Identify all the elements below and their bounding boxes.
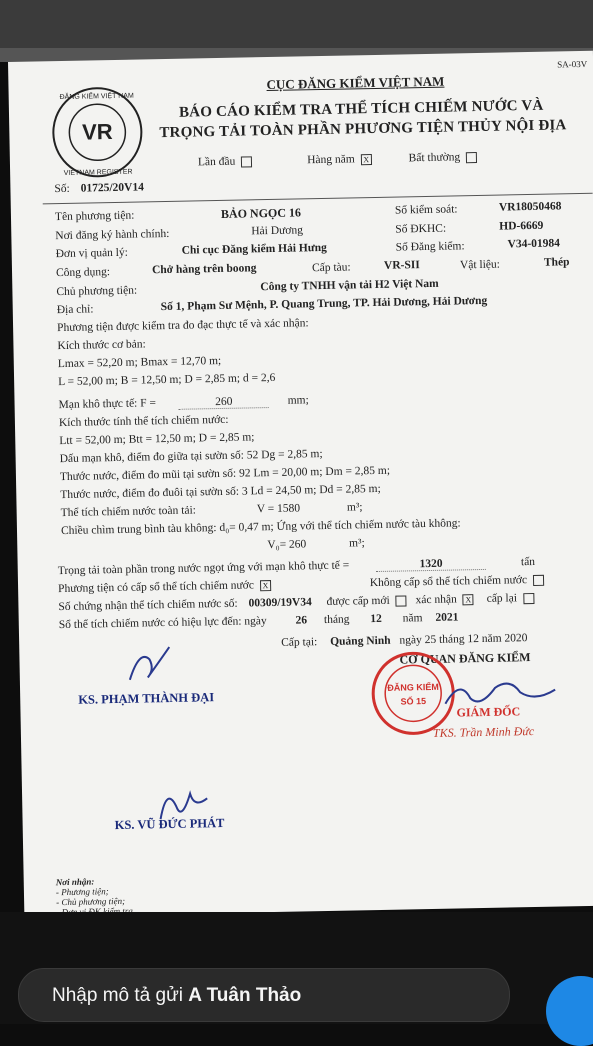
mean-draft-row: Chiều chìm trung bình tàu không: d₀= 0,47 m; Ứng với thể tích chiếm nước tàu không:: [60, 517, 461, 538]
freeboard-unit: mm;: [287, 394, 309, 407]
reg-place: Hải Dương: [251, 224, 304, 238]
material: Thép: [543, 256, 570, 269]
cert-row: [58, 592, 534, 613]
total-volume-label: Thể tích chiếm nước toàn tải:: [60, 504, 197, 520]
validity-row: [59, 611, 459, 631]
unusual-label: Bất thường: [408, 151, 461, 165]
dims-row-1: Lmax = 52,20 m; Bmax = 12,70 m;: [57, 354, 222, 371]
report-number: 01725/20V14: [80, 181, 145, 195]
mgmt-unit: Chi cục Đăng kiểm Hải Hưng: [181, 241, 327, 257]
light-volume-row: [267, 537, 365, 551]
mid-mark-row: Dấu mạn khô, điểm đo giữa tại sườn số: 52 Dg = 2,85 m;: [59, 448, 323, 466]
vessel-class: VR-SII: [383, 259, 420, 272]
deadweight-value: 1320: [376, 557, 486, 572]
light-volume-unit: m³;: [349, 537, 365, 550]
calc-dims-heading: Kích thước tính thể tích chiếm nước:: [58, 413, 229, 430]
validity-label: Sổ thể tích chiếm nước có hiệu lực đến: ngày: [58, 615, 267, 632]
first-label: Lần đầu: [197, 155, 236, 169]
director-title: GIÁM ĐỐC: [456, 704, 521, 720]
annual-checkbox: X: [361, 154, 372, 165]
cert-reissue-checkbox: [523, 593, 534, 604]
recipients-label: Nơi nhận:: [55, 876, 95, 888]
inspection-type-row: [198, 151, 477, 168]
freeboard-value: 260: [179, 395, 269, 410]
class-label: Cấp tàu:: [311, 261, 351, 275]
reg-no: V34-01984: [507, 237, 561, 251]
freeboard-label: Mạn khô thực tế: F =: [58, 397, 157, 412]
vessel-name: BẢO NGỌC 16: [220, 205, 302, 221]
svg-text:SỐ 15: SỐ 15: [400, 696, 427, 707]
recipient-name: A Tuân Thảo: [188, 985, 302, 1006]
recipients: [56, 876, 133, 917]
has-book-checkbox: X: [260, 580, 271, 591]
total-volume-unit: m³;: [346, 501, 363, 514]
svg-text:VR: VR: [81, 119, 113, 145]
purpose-label: Công dụng:: [55, 266, 111, 280]
reg-place-label: Nơi đăng ký hành chính:: [55, 227, 170, 243]
recipient-item: - Chủ phương tiện;: [56, 895, 126, 908]
material-label: Vật liệu:: [459, 258, 501, 272]
cert-confirm-label: xác nhận: [415, 593, 457, 607]
vietnam-register-logo: [46, 81, 148, 183]
authority-heading: CƠ QUAN ĐĂNG KIỂM: [399, 650, 531, 667]
issued-at-label: Cấp tại:: [281, 636, 318, 649]
owner: Công ty TNHH vận tải H2 Việt Nam: [260, 277, 439, 294]
has-book-label: Phương tiện có cấp sổ thể tích chiếm nước: [58, 579, 255, 596]
validity-year: 2021: [435, 611, 459, 624]
issued-row: [281, 632, 528, 649]
address: Số 1, Phạm Sư Mệnh, P. Quang Trung, TP. Hải Dương, Hải Dương: [160, 294, 488, 314]
dkhc-label: Số ĐKHC:: [395, 222, 447, 236]
no-book-checkbox: [533, 575, 544, 586]
inspector-1: KS. PHẠM THÀNH ĐẠI: [78, 690, 215, 707]
validity-year-label: năm: [402, 612, 423, 625]
inspector-2: KS. VŨ ĐỨC PHÁT: [114, 815, 225, 833]
signature-1: [119, 639, 180, 690]
validity-day: 26: [295, 614, 308, 627]
form-code: SA-03V: [557, 58, 588, 70]
cert-new-checkbox: [396, 595, 407, 606]
basic-dims-heading: Kích thước cơ bản:: [57, 338, 146, 353]
cert-label: Số chứng nhận thể tích chiếm nước số:: [58, 597, 238, 614]
reg-no-label: Số Đăng kiểm:: [395, 240, 465, 254]
calc-dims-row: Ltt = 52,00 m; Btt = 12,50 m; D = 2,85 m;: [59, 431, 255, 448]
recipient-item: - Phương tiện;: [55, 886, 109, 898]
issued-at: Quảng Ninh: [330, 634, 391, 648]
light-volume: V₀= 260: [267, 538, 307, 552]
fore-draft-row: Thước nước, điểm đo mũi tại sườn số: 92 Lm = 20,00 m; Dm = 2,85 m;: [59, 464, 391, 484]
address-label: Địa chỉ:: [56, 303, 94, 317]
report-number-row: [54, 181, 144, 195]
first-checkbox: [241, 156, 252, 167]
svg-text:ĐĂNG KIỂM VIỆT NAM: ĐĂNG KIỂM VIỆT NAM: [59, 92, 134, 102]
report-title-line1: BÁO CÁO KIỂM TRA THỂ TÍCH CHIẾM NƯỚC VÀ: [178, 97, 544, 121]
total-volume: V = 1580: [256, 502, 301, 516]
dims-row-2: L = 52,00 m; B = 12,50 m; D = 2,85 m; d = 2,6: [58, 371, 276, 389]
issued-date: ngày 25 tháng 12 năm 2020: [399, 632, 528, 647]
deadweight-label: Trọng tải toàn phần trong nước ngọt ứng với mạn khô thực tế =: [57, 559, 350, 578]
deadweight-unit: tấn: [520, 555, 536, 569]
purpose: Chở hàng trên boong: [151, 262, 257, 277]
vessel-name-label: Tên phương tiện:: [54, 209, 135, 224]
control-no: VR18050468: [498, 200, 562, 214]
report-title-line2: TRỌNG TẢI TOÀN PHẦN PHƯƠNG TIỆN THỦY NỘI ĐỊA: [159, 117, 567, 142]
validity-month-label: tháng: [323, 613, 350, 627]
svg-text:VIETNAM REGISTER: VIETNAM REGISTER: [63, 168, 133, 177]
cert-confirm-checkbox: X: [463, 594, 474, 605]
dkhc-number: HD-6669: [499, 219, 544, 233]
annual-label: Hàng năm: [307, 153, 355, 167]
mgmt-unit-label: Đơn vị quản lý:: [55, 246, 129, 261]
unusual-checkbox: [466, 152, 477, 163]
cert-new-label: được cấp mới: [326, 594, 390, 608]
director-name: TKS. Trần Minh Đức: [432, 724, 535, 740]
validity-month: 12: [370, 612, 382, 626]
control-no-label: Số kiểm soát:: [394, 203, 458, 217]
caption-prefix: Nhập mô tả gửi: [52, 985, 184, 1006]
cert-reissue-label: cấp lại: [486, 592, 518, 605]
cert-number: 00309/19V34: [248, 596, 312, 610]
no-book-label: Không cấp sổ thể tích chiếm nước: [369, 574, 528, 590]
aft-draft-row: Thước nước, điểm đo đuôi tại sườn số: 3 Ld = 24,50 m; Dd = 2,85 m;: [60, 482, 381, 502]
svg-text:ĐĂNG KIỂM: ĐĂNG KIỂM: [387, 681, 439, 693]
book-row: [58, 574, 544, 595]
number-label: Số:: [54, 182, 70, 196]
owner-label: Chủ phương tiện:: [56, 284, 138, 299]
document-photo: [8, 51, 593, 917]
measured-note: Phương tiện được kiểm tra đo đạc thực tế và xác nhận:: [57, 317, 309, 335]
agency-name: CỤC ĐĂNG KIỂM VIỆT NAM: [266, 73, 445, 93]
caption-input-text[interactable]: [52, 985, 301, 1007]
